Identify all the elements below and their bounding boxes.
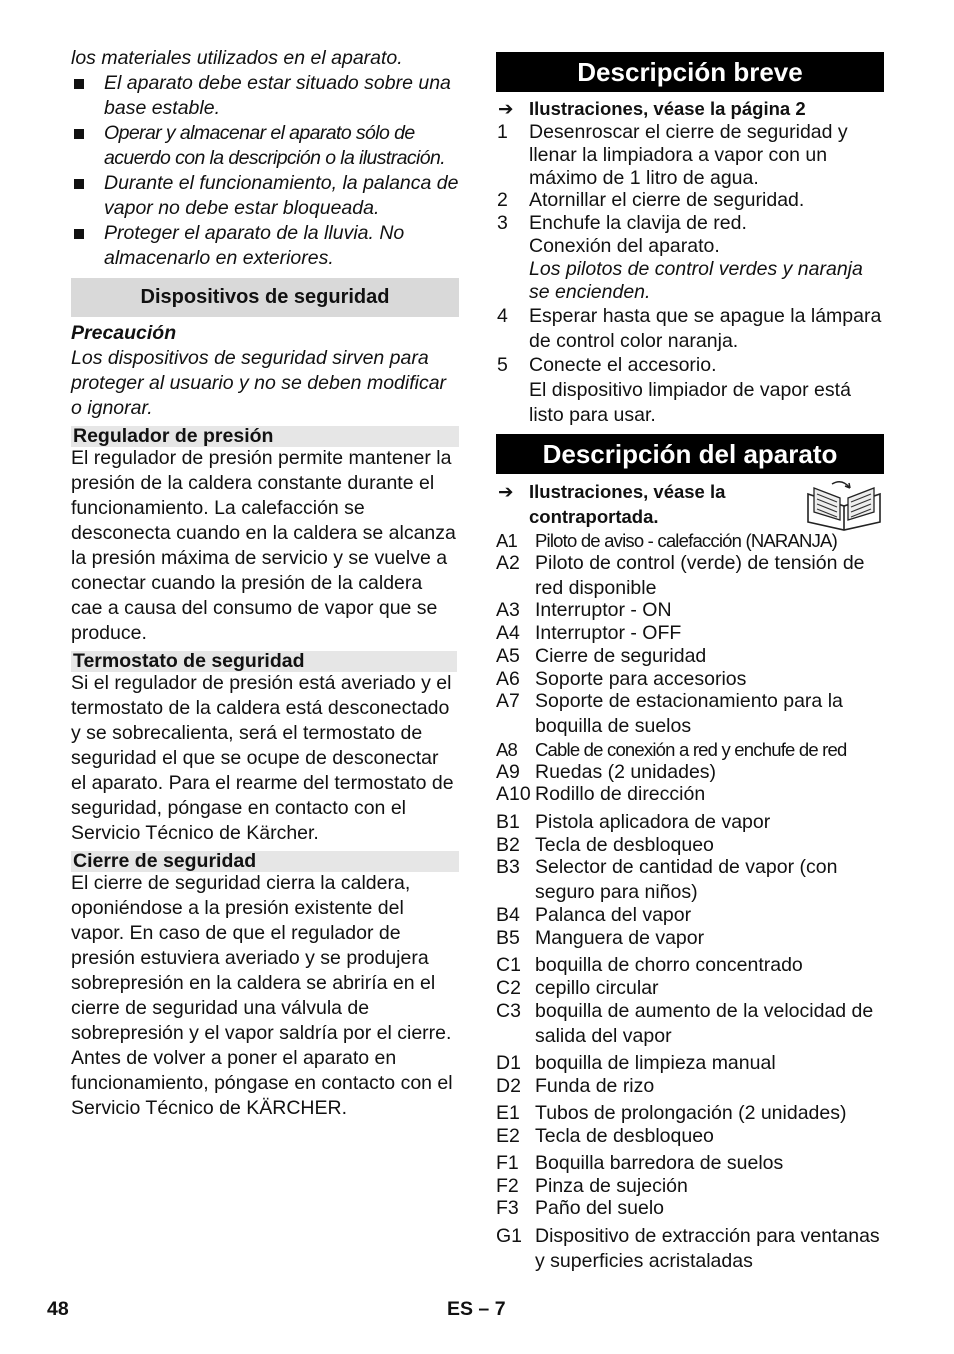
pressure-regulator-title: Regulador de presión bbox=[71, 426, 459, 447]
pressure-regulator-text: El regulador de presión permite mantener la presión de la caldera constante durante el funcionamiento. La calefacción se desconecta cuando en la caldera se alcanza la presión máxima de servicio y se vuelve a conectar cuando la presión de la caldera cae a causa del consumo de vapor que se produce. bbox=[71, 447, 456, 644]
list-item: F2 Pinza de sujeción bbox=[496, 1175, 688, 1197]
list-item: A3 Interruptor - ON bbox=[496, 599, 672, 621]
arrow-right-icon: ➔ bbox=[498, 481, 514, 502]
brief-illustration-ref: ➔ Ilustraciones, véase la página 2 bbox=[498, 98, 806, 119]
list-item: A8 Cable de conexión a red y enchufe de red bbox=[496, 739, 847, 760]
list-item: C3 boquilla de aumento de la velocidad de salida del vapor bbox=[496, 1000, 874, 1047]
bullet-square-icon bbox=[74, 129, 84, 139]
list-item: A6 Soporte para accesorios bbox=[496, 668, 747, 690]
step-item: 3 Enchufe la clavija de red. Conexión del aparato. Los pilotos de control verdes y naranja se encienden. bbox=[497, 212, 863, 303]
step-item: 5 Conecte el accesorio. El dispositivo limpiador de vapor está listo para usar. bbox=[497, 354, 851, 426]
step-item: 1 Desenroscar el cierre de seguridad y llenar la limpiadora a vapor con un máximo de 1 litro de agua. bbox=[497, 121, 848, 189]
bullet-square-icon bbox=[74, 179, 84, 189]
bullet-item: Operar y almacenar el aparato sólo de acuerdo con la descripción o la ilustración. bbox=[71, 121, 459, 171]
brief-description-heading: Descripción breve bbox=[496, 52, 884, 92]
list-item: A1 Piloto de aviso - calefacción (NARANJA) bbox=[496, 530, 837, 551]
list-item: E2 Tecla de desbloqueo bbox=[496, 1125, 714, 1147]
bullet-item: El aparato debe estar situado sobre una base estable. bbox=[71, 71, 459, 121]
list-item: A2 Piloto de control (verde) de tensión de red disponible bbox=[496, 552, 865, 599]
list-item: A7 Soporte de estacionamiento para la boquilla de suelos bbox=[496, 690, 843, 737]
list-item: A5 Cierre de seguridad bbox=[496, 645, 707, 667]
bullet-square-icon bbox=[74, 229, 84, 239]
bullet-item: Durante el funcionamiento, la palanca de vapor no debe estar bloqueada. bbox=[71, 171, 459, 221]
device-description-heading: Descripción del aparato bbox=[496, 434, 884, 474]
list-item: A10 Rodillo de dirección bbox=[496, 783, 706, 805]
section-page-label: ES – 7 bbox=[447, 1298, 506, 1320]
thermostat-title: Termostato de seguridad bbox=[71, 651, 457, 672]
caution-label: Precaución bbox=[71, 322, 177, 344]
list-item: D1 boquilla de limpieza manual bbox=[496, 1052, 776, 1074]
list-item: B1 Pistola aplicadora de vapor bbox=[496, 811, 771, 833]
list-item: C1 boquilla de chorro concentrado bbox=[496, 954, 803, 976]
list-item: G1 Dispositivo de extracción para ventanas y superficies acristaladas bbox=[496, 1225, 880, 1272]
list-item: E1 Tubos de prolongación (2 unidades) bbox=[496, 1102, 847, 1124]
caution-text: Los dispositivos de seguridad sirven para proteger al usuario y no se deben modificar o ignorar. bbox=[71, 347, 447, 419]
list-item: C2 cepillo circular bbox=[496, 977, 659, 999]
thermostat-text: Si el regulador de presión está averiado y el termostato de la caldera está desconectado y se sobrecalienta, será el termostato de seguridad el que se ocupe de desconectar el aparato. Para el rearme del termostato de seguridad, póngase en contacto con el Servicio Técnico de Kärcher. bbox=[71, 672, 454, 844]
bullet-square-icon bbox=[74, 79, 84, 89]
list-item: A9 Ruedas (2 unidades) bbox=[496, 761, 717, 783]
arrow-right-icon: ➔ bbox=[498, 98, 514, 119]
step-item: 4 Esperar hasta que se apague la lámpara de control color naranja. bbox=[497, 305, 882, 352]
page-number: 48 bbox=[47, 1298, 69, 1320]
list-item: B2 Tecla de desbloqueo bbox=[496, 834, 714, 856]
continued-line: los materiales utilizados en el aparato. bbox=[71, 47, 403, 69]
step-item: 2 Atornillar el cierre de seguridad. bbox=[497, 189, 805, 211]
book-icon bbox=[804, 480, 884, 532]
device-illustration-ref: ➔ Ilustraciones, véase la contraportada. bbox=[498, 481, 726, 527]
safety-lock-text-2: Antes de volver a poner el aparato en funcionamiento, póngase en contacto con el Servicio Técnico de KÄRCHER. bbox=[71, 1047, 453, 1119]
list-item: B4 Palanca del vapor bbox=[496, 904, 692, 926]
safety-lock-title: Cierre de seguridad bbox=[71, 851, 459, 872]
list-item: B3 Selector de cantidad de vapor (con seguro para niños) bbox=[496, 856, 838, 903]
list-item: B5 Manguera de vapor bbox=[496, 927, 705, 949]
bullet-item: Proteger el aparato de la lluvia. No almacenarlo en exteriores. bbox=[71, 221, 459, 271]
list-item: A4 Interruptor - OFF bbox=[496, 622, 682, 644]
list-item: F3 Paño del suelo bbox=[496, 1197, 665, 1219]
safety-heading: Dispositivos de seguridad bbox=[71, 278, 459, 317]
list-item: F1 Boquilla barredora de suelos bbox=[496, 1152, 784, 1174]
safety-lock-text: El cierre de seguridad cierra la caldera, oponiéndose a la presión existente del vapor. En caso de que el regulador de presión estuviera averiado y se produjera sobrepresión en la caldera se abriría en el cierre de seguridad una válvula de sobrepresión y el vapor saldría por el cierre. bbox=[71, 872, 452, 1044]
list-item: D2 Funda de rizo bbox=[496, 1075, 655, 1097]
